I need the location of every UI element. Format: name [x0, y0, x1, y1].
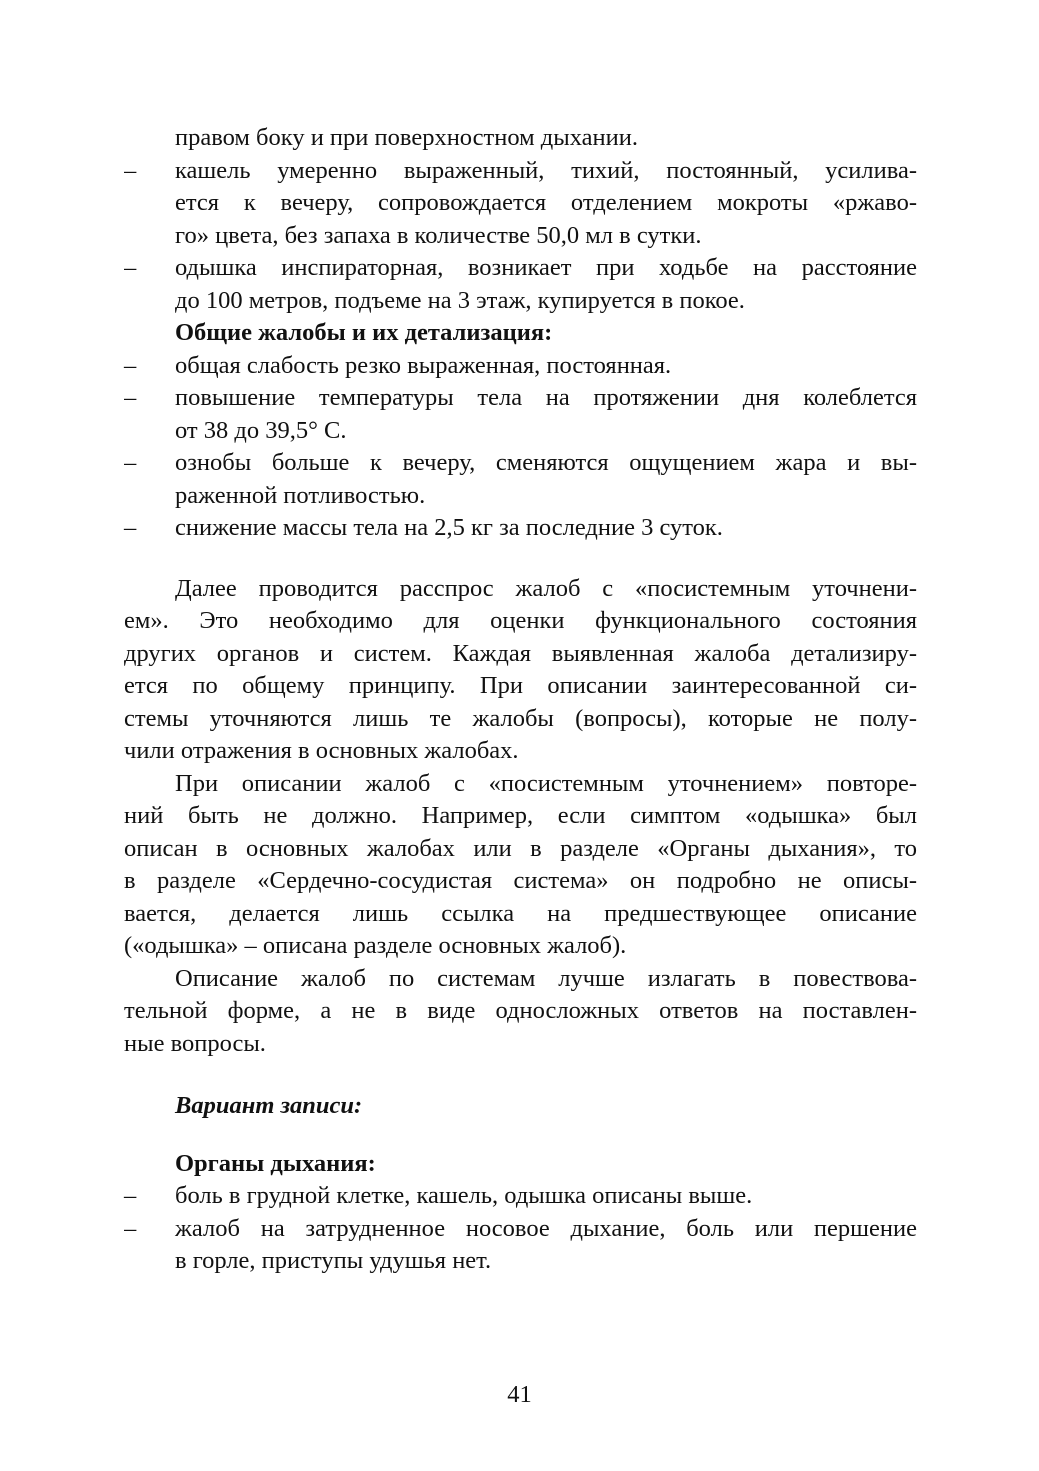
list-item [124, 155, 917, 253]
list-dash: – [124, 449, 137, 476]
list-item-line [124, 1213, 917, 1246]
list-item-line: от 38 до 39,5° С. [175, 416, 347, 444]
paragraph-line: других органов и систем. Каждая выявленная жалоба детализиру- [124, 639, 917, 667]
list-dash: – [124, 254, 137, 281]
list-item [124, 350, 917, 383]
list-item-line [124, 1180, 917, 1213]
paragraph-line: ные вопросы. [124, 1029, 266, 1057]
list-item [124, 1213, 917, 1278]
list-item-line: до 100 метров, подъеме на 3 этаж, купируется в покое. [175, 286, 745, 314]
list-item-text: кашель умеренно выраженный, тихий, постоянный, усилива- [175, 156, 917, 184]
list-item [124, 252, 917, 317]
paragraph-line: ний быть не должно. Например, если симптом «одышка» был [124, 802, 917, 829]
list-item-line [124, 350, 917, 383]
list-dash: – [124, 384, 137, 411]
spacer [124, 1060, 917, 1090]
spacer [124, 545, 917, 573]
list-dash: – [124, 1214, 137, 1242]
page-number: 41 [507, 1381, 532, 1408]
paragraph-line: ется по общему принципу. При описании заинтересованной си- [124, 672, 917, 699]
paragraph-line: стемы уточняются лишь те жалобы (вопросы), которые не полу- [124, 704, 917, 732]
list-item-line [124, 155, 917, 188]
list-item-text: ознобы больше к вечеру, сменяются ощущением жара и вы- [175, 449, 917, 476]
list-item-text: повышение температуры тела на протяжении дня колеблется [175, 384, 917, 411]
list-item-line [124, 512, 917, 545]
list-item-line [124, 447, 917, 480]
list-item-line: раженной потливостью. [175, 481, 426, 509]
paragraph-line: тельной форме, а не в виде односложных ответов на поставлен- [124, 997, 917, 1024]
list-dash: – [124, 351, 137, 379]
list-item-line [124, 382, 917, 415]
paragraph [124, 963, 917, 1061]
list-item-line: ется к вечеру, сопровождается отделением мокроты «ржаво- [175, 189, 917, 216]
list-item [124, 382, 917, 447]
paragraph-line: чили отражения в основных жалобах. [124, 737, 519, 764]
paragraph-line: («одышка» – описана разделе основных жалоб). [124, 932, 627, 959]
paragraph-line: вается, делается лишь ссылка на предшествующее описание [124, 899, 917, 927]
spacer [124, 1123, 917, 1148]
paragraph-line: При описании жалоб с «посистемным уточнением» повторе- [175, 769, 917, 797]
list-item-line: го» цвета, без запаха в количестве 50,0 мл в сутки. [175, 221, 702, 249]
list-item [124, 512, 917, 545]
paragraph-line: ем». Это необходимо для оценки функционального состояния [124, 607, 917, 634]
list-item-text: снижение массы тела на 2,5 кг за последние 3 суток. [175, 514, 723, 541]
list-dash: – [124, 514, 137, 541]
list-item-text: жалоб на затрудненное носовое дыхание, боль или першение [175, 1214, 917, 1242]
variant-heading: Вариант записи: [175, 1092, 363, 1119]
list-item-continuation: правом боку и при поверхностном дыхании. [175, 124, 638, 151]
list-item-line [124, 252, 917, 285]
list-item-text: общая слабость резко выраженная, постоянная. [175, 351, 672, 379]
list-item-text: одышка инспираторная, возникает при ходьбе на расстояние [175, 254, 917, 281]
paragraph-line: в разделе «Сердечно-сосудистая система» он подробно не описы- [124, 867, 917, 894]
list-item-text: боль в грудной клетке, кашель, одышка описаны выше. [175, 1182, 753, 1209]
list-item [124, 447, 917, 512]
paragraph-line: Описание жалоб по системам лучше излагать в повествова- [175, 964, 917, 992]
paragraph [124, 768, 917, 963]
paragraph-line: описан в основных жалобах или в разделе «Органы дыхания», то [124, 834, 917, 862]
list-item-line: в горле, приступы удушья нет. [175, 1247, 492, 1274]
page-content [124, 122, 917, 1278]
list-dash: – [124, 1182, 137, 1209]
section-heading-respiratory: Органы дыхания: [175, 1149, 376, 1177]
section-heading-general: Общие жалобы и их детализация: [175, 319, 553, 346]
list-dash: – [124, 156, 137, 184]
paragraph [124, 573, 917, 768]
list-item [124, 1180, 917, 1213]
paragraph-line: Далее проводится расспрос жалоб с «посистемным уточнени- [175, 574, 917, 602]
